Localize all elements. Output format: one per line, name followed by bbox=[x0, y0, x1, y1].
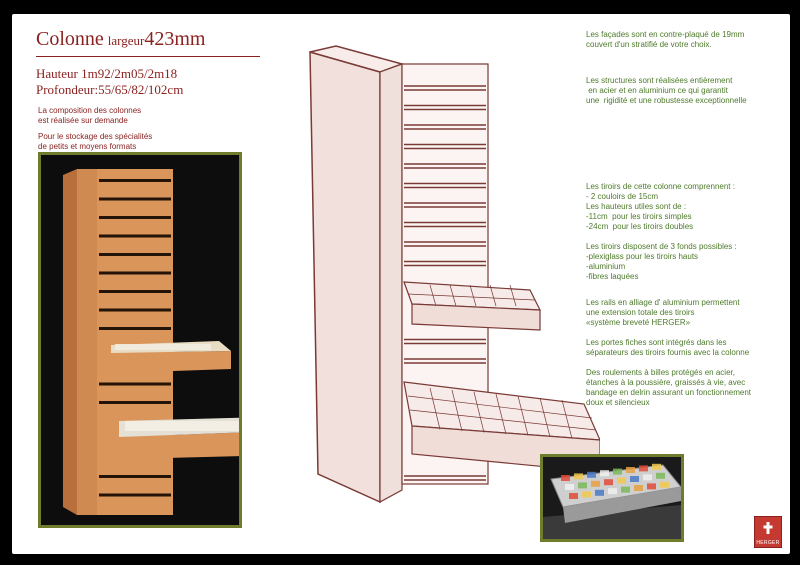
drawer-slot bbox=[99, 475, 171, 478]
drawer-detail-cell bbox=[582, 491, 591, 497]
feature-drawers: Les tiroirs de cette colonne comprennent : - 2 couloirs de 15cm Les hauteurs utiles sont de : -11cm pour les tiroirs simples -24cm pour les tiroirs doubles bbox=[586, 182, 735, 231]
drawer-detail-cell bbox=[613, 469, 622, 475]
drawer-detail-cell bbox=[569, 493, 578, 499]
drawer-detail-photo bbox=[540, 454, 684, 542]
drawer-detail-cell bbox=[634, 485, 643, 491]
drawer-detail-cell bbox=[600, 470, 609, 476]
title-size: 423mm bbox=[144, 28, 206, 50]
drawer-slot bbox=[99, 235, 171, 238]
page-title bbox=[36, 28, 205, 51]
drawer-slot bbox=[99, 327, 171, 330]
note-composition: La composition des colonnes est réalisée sur demande bbox=[38, 106, 142, 125]
drawer-detail-cell bbox=[647, 483, 656, 489]
drawer-detail-cell bbox=[660, 482, 669, 488]
drawer-detail-cell bbox=[565, 484, 574, 490]
drawer-detail-cell bbox=[604, 479, 613, 485]
column-photo-art bbox=[41, 155, 239, 525]
brand-logo-text: HERGER bbox=[756, 540, 780, 546]
depth-line: Profondeur:55/65/82/102cm bbox=[36, 82, 184, 97]
drawer-slot bbox=[99, 383, 171, 386]
drawer-detail-cell bbox=[561, 475, 570, 481]
drawer-detail-cell bbox=[617, 478, 626, 484]
title-word: Colonne bbox=[36, 28, 104, 50]
drawer-slot bbox=[99, 309, 171, 312]
drawer-detail-cell bbox=[652, 464, 661, 470]
drawer-detail-cell bbox=[656, 473, 665, 479]
feature-bearings: Des roulements à billes protégés en acier, étanches à la poussière, graissés à vie, avec bandage en delrin assurant un fonctionnement doux et silencieux bbox=[586, 368, 752, 407]
drawer-detail-cell bbox=[630, 476, 639, 482]
drawer-slot bbox=[99, 272, 171, 275]
drawer-detail-cell bbox=[591, 481, 600, 487]
drawer-slot bbox=[99, 216, 171, 219]
drawer-detail-cell bbox=[621, 487, 630, 493]
drawer-detail-cell bbox=[595, 490, 604, 496]
title-underline bbox=[36, 56, 260, 57]
feature-facades: Les façades sont en contre-plaqué de 19mm couvert d'un stratifié de votre choix. bbox=[586, 30, 745, 49]
brand-logo bbox=[754, 516, 782, 548]
drawer-detail-cell bbox=[574, 473, 583, 479]
column-sketch bbox=[300, 42, 600, 522]
dimensions-block bbox=[36, 66, 183, 98]
drawer-slot bbox=[99, 494, 171, 497]
drawer-detail-cell bbox=[626, 467, 635, 473]
drawer-detail-cell bbox=[639, 465, 648, 471]
brochure-page bbox=[12, 14, 790, 554]
drawer-detail-cell bbox=[587, 472, 596, 478]
drawer-detail-cell bbox=[643, 474, 652, 480]
drawer-slot bbox=[99, 290, 171, 293]
drawer-slot bbox=[99, 253, 171, 256]
drawer-slot bbox=[99, 198, 171, 201]
height-line: Hauteur 1m92/2m05/2m18 bbox=[36, 66, 178, 81]
column-photo bbox=[38, 152, 242, 528]
note-storage: Pour le stockage des spécialités de petits et moyens formats bbox=[38, 132, 153, 151]
swiss-cross-icon bbox=[763, 521, 773, 535]
feature-card-holders: Les portes fiches sont intégrés dans les séparateurs des tiroirs fournis avec la colonne bbox=[586, 338, 750, 357]
drawer-slot bbox=[99, 401, 171, 404]
feature-bottoms: Les tiroirs disposent de 3 fonds possibles : -plexiglass pour les tiroirs hauts -aluminium -fibres laquées bbox=[586, 242, 737, 281]
drawer-detail-cell bbox=[608, 488, 617, 494]
title-sub: largeur bbox=[107, 33, 145, 48]
feature-structures: Les structures sont réalisées entièrement en acier et en aluminium ce qui garantit une rigidité et une robustesse exceptionnelle bbox=[586, 76, 747, 105]
feature-rails: Les rails en alliage d' aluminium permettent une extension totale des tiroirs «système breveté HERGER» bbox=[586, 298, 740, 327]
drawer-detail-cell bbox=[578, 482, 587, 488]
drawer-detail-art bbox=[543, 457, 681, 539]
drawer-slot bbox=[99, 179, 171, 182]
